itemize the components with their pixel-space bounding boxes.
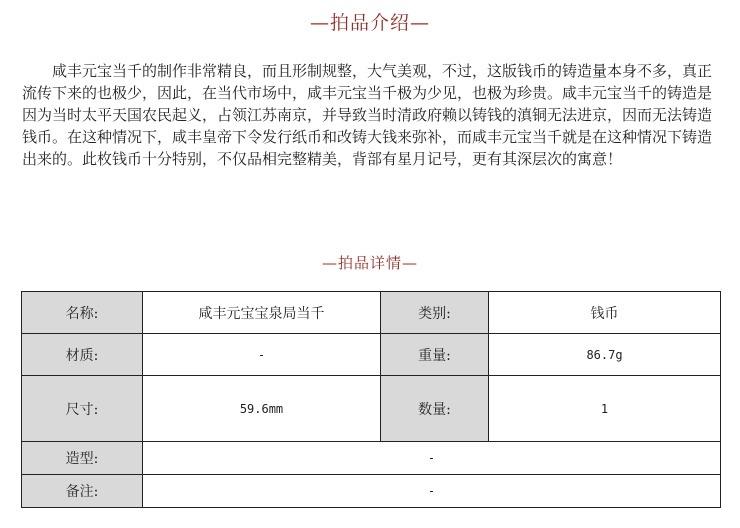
table-row-shape: [22, 442, 721, 475]
name-label: 名称:: [22, 292, 143, 334]
size-label: 尺寸:: [22, 376, 143, 442]
name-value: 咸丰元宝宝泉局当千: [143, 292, 381, 334]
shape-value: -: [143, 442, 721, 475]
table-row-name: [22, 292, 721, 334]
material-label: 材质:: [22, 334, 143, 376]
table-row-remark: [22, 475, 721, 508]
quantity-label: 数量:: [381, 376, 489, 442]
intro-paragraph: 咸丰元宝当千的制作非常精良，而且形制规整，大气美观，不过，这版钱币的铸造量本身不多，真正流传下来的也极少，因此，在当代市场中，咸丰元宝当千极为少见，也极为珍贵。咸丰元宝当千的铸造是因为当时太平天国农民起义，占领江苏南京，并导致当时清政府赖以铸钱的滇铜无法进京，因而无法铸造钱币。在这种情况下，咸丰皇帝下令发行纸币和改铸大钱来弥补，而咸丰元宝当千就是在这种情况下铸造出来的。此枚钱币十分特别，不仅品相完整精美，背部有星月记号，更有其深层次的寓意！: [22, 62, 713, 168]
remark-value: -: [143, 475, 721, 508]
size-value: 59.6mm: [143, 376, 381, 442]
material-value: -: [143, 334, 381, 376]
intro-section-title: —拍品介绍—: [309, 12, 430, 34]
weight-label: 重量:: [381, 334, 489, 376]
category-value: 钱币: [489, 292, 721, 334]
weight-value: 86.7g: [489, 334, 721, 376]
table-row-material: [22, 334, 721, 376]
shape-label: 造型:: [22, 442, 143, 475]
quantity-value: 1: [489, 376, 721, 442]
remark-label: 备注:: [22, 475, 143, 508]
details-table: [21, 291, 721, 508]
table-row-size: [22, 376, 721, 442]
details-section-title: —拍品详情—: [321, 254, 418, 272]
category-label: 类别:: [381, 292, 489, 334]
